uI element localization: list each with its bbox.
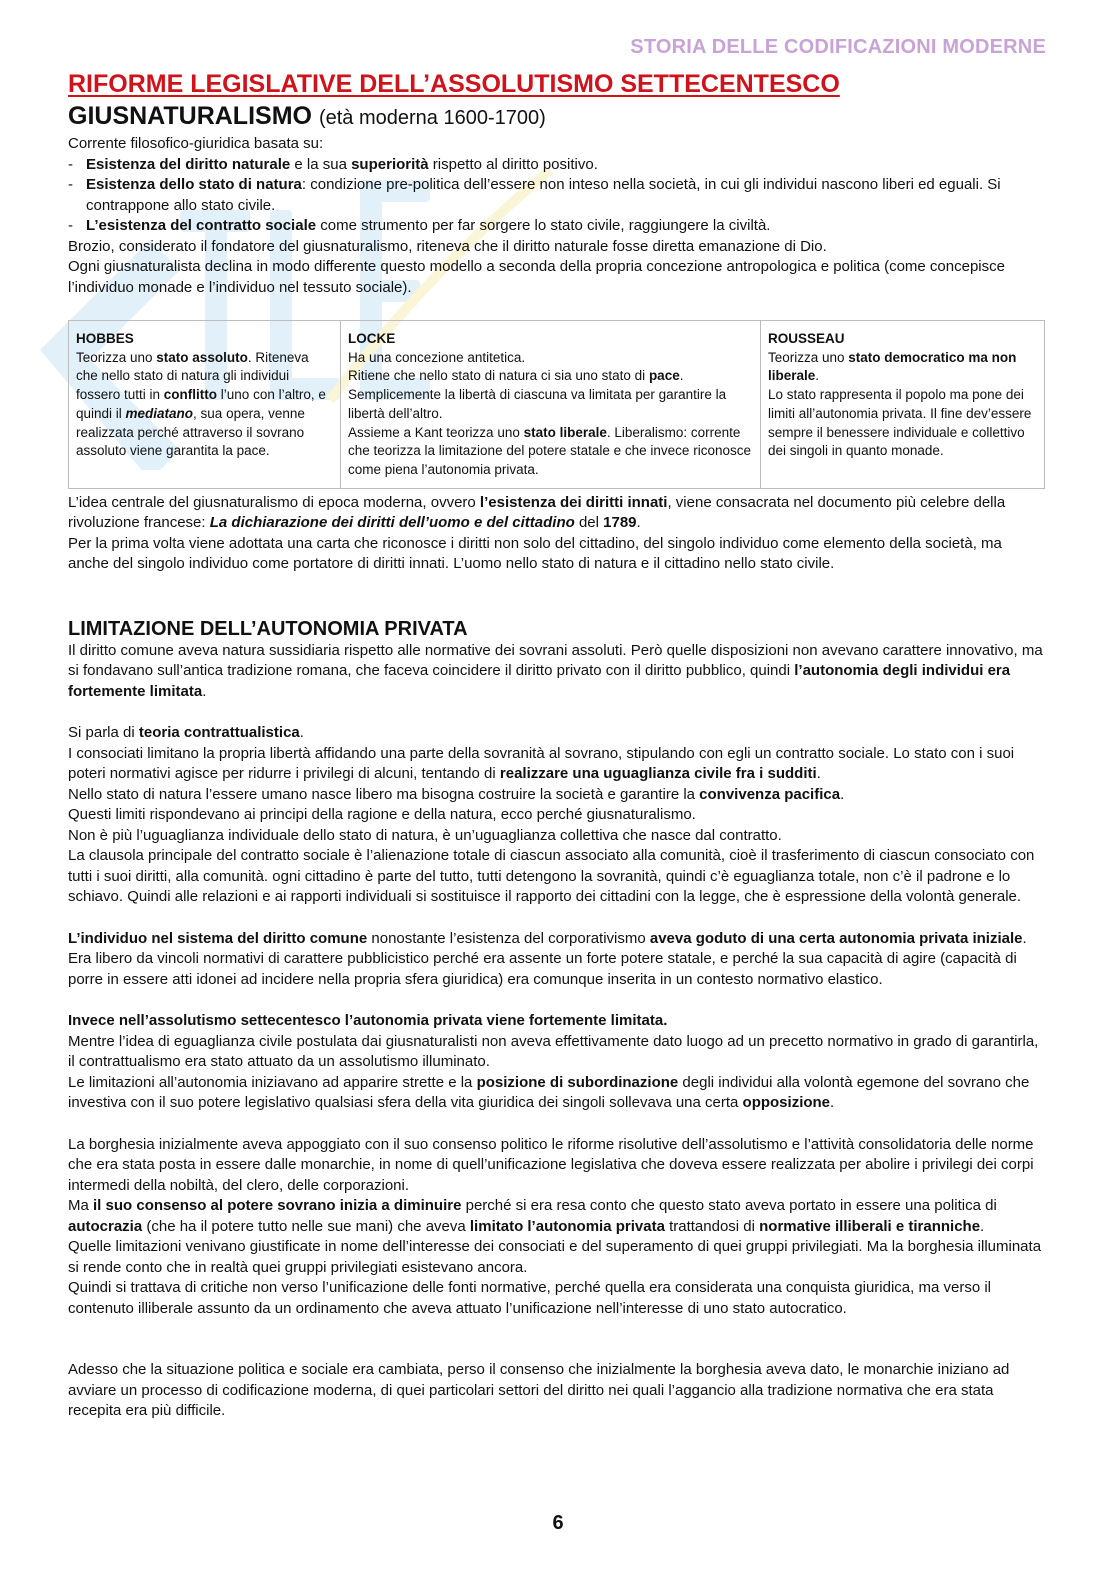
page-number: 6 bbox=[552, 1512, 564, 1534]
paragraph-idea: L’idea centrale del giusnaturalismo di epoca moderna, ovvero l’esistenza dei diritti innati, viene consacrata nel documento più celebre della rivoluzione francese: La dichiarazione dei diritti dell’uomo e del cittadino del 1789. bbox=[68, 493, 1006, 532]
paragraph: Si parla di teoria contrattualistica. bbox=[68, 724, 304, 742]
paragraph-brozio: Brozio, considerato il fondatore del giusnaturalismo, riteneva che il diritto naturale fosse diretta emanazione di Dio. bbox=[68, 237, 827, 255]
table-row bbox=[69, 321, 1045, 489]
paragraph: Le limitazioni all’autonomia iniziavano ad apparire strette e la posizione di subordinazione degli individui alla volontà egemone del sovrano che investiva con il suo potere legislativo qualsiasi sfera della vita giuridica dei singoli sollevava una certa opposizione. bbox=[68, 1073, 1030, 1112]
principles-list bbox=[68, 155, 1044, 237]
paragraph-prima-volta: Per la prima volta viene adottata una carta che riconosce i diritti non solo del cittadino, del singolo individuo come elemento della società, ma anche del singolo individuo come portatore di diritti innati. L’uomo nello stato di natura e il cittadino nello stato civile. bbox=[68, 534, 1002, 573]
cell-hobbes: HOBBES Teorizza uno stato assoluto. Riteneva che nello stato di natura gli individui fossero tutti in conflitto l’uno con l’altro, e quindi il mediatano, sua opera, venne realizzata perché attraverso il sovrano assoluto viene garantita la pace. bbox=[69, 321, 341, 489]
paragraph: La borghesia inizialmente aveva appoggiato con il suo consenso politico le riforme risolutive dell’assolutismo e l’attività consolidatoria delle norme che era stata posta in essere dalle monarchie, in nome di quell’unificazione legislativa che doveva essere realizzata per abolire i privilegi dei corpi intermedi della nobiltà, del clero, delle corporazioni. bbox=[68, 1135, 1034, 1194]
column-header-rousseau: ROUSSEAU bbox=[768, 331, 845, 346]
paragraph-giusnaturalista: Ogni giusnaturalista declina in modo differente questo modello a seconda della propria concezione antropologica e politica (come concepisce l’individuo monade e l’individuo nel tessuto sociale). bbox=[68, 258, 1005, 296]
course-header: STORIA DELLE CODIFICAZIONI MODERNE bbox=[630, 36, 1046, 58]
list-item: - L’esistenza del contratto sociale come strumento per far sorgere lo stato civile, raggiungere la civiltà. bbox=[68, 216, 1044, 237]
paragraph: I consociati limitano la propria libertà affidando una parte della sovranità al sovrano, stipulando con egli un contratto sociale. Lo stato con i suoi poteri normativi agisce per ridurre i privilegi di alcuni, tentando di realizzare una uguaglianza civile fra i sudditi. bbox=[68, 744, 1015, 783]
paragraph: Adesso che la situazione politica e sociale era cambiata, perso il consenso che inizialmente la borghesia aveva dato, le monarchie iniziano ad avviare un processo di codificazione moderna, di quei particolari settori del diritto nei quali l’aggancio alla tradizione normativa che era stata recepita era più difficile. bbox=[68, 1361, 1010, 1420]
paragraph: Il diritto comune aveva natura sussidiaria rispetto alle normative dei sovrani assoluti. Però quelle disposizioni non avevano carattere innovativo, ma si fondavano sull’antica tradizione romana, che faceva coincidere il diritto privato con il diritto pubblico, quindi l’autonomia degli individui era fortemente limitata. bbox=[68, 641, 1043, 700]
list-item: - Esistenza del diritto naturale e la sua superiorità rispetto al diritto positivo. bbox=[68, 155, 1044, 176]
subtitle-main: GIUSNATURALISMO bbox=[68, 102, 312, 130]
cell-locke: LOCKE Ha una concezione antitetica. Ritiene che nello stato di natura ci sia uno stato di pace. Semplicemente la libertà di ciascuna va limitata per garantire la libertà dell’altro. Assieme a Kant teorizza uno stato liberale. Liberalismo: corrente che teorizza la limitazione del potere statale e che invece riconosce come piena l’autonomia privata. bbox=[341, 321, 761, 489]
paragraph: L’individuo nel sistema del diritto comune nonostante l’esistenza del corporativismo aveva goduto di una certa autonomia privata iniziale. Era libero da vincoli normativi di carattere pubblicistico perché era assente un forte potere statale, e perché la sua capacità di agire (capacità di porre in essere atti idonei ad incidere nella propria sfera giuridica) era comunque inserita in un contesto normativo elastico. bbox=[68, 929, 1027, 988]
paragraph: Questi limiti rispondevano ai principi della ragione e della natura, ecco perché giusnaturalismo. bbox=[68, 806, 696, 824]
paragraph: Invece nell’assolutismo settecentesco l’autonomia privata viene fortemente limitata. bbox=[68, 1012, 668, 1030]
cell-rousseau: ROUSSEAU Teorizza uno stato democratico ma non liberale. Lo stato rappresenta il popolo ma pone dei limiti all’autonomia privata. Il fine dev’essere sempre il benessere individuale e collettivo dei singoli in quanto monade. bbox=[761, 321, 1045, 489]
paragraph: Nello stato di natura l’essere umano nasce libero ma bisogna costruire la società e garantire la convivenza pacifica. bbox=[68, 785, 845, 803]
section-heading-giusnaturalismo bbox=[68, 100, 1044, 134]
intro-text: Corrente filosofico-giuridica basata su: bbox=[68, 135, 324, 152]
paragraph: Ma il suo consenso al potere sovrano inizia a diminuire perché si era resa conto che questo stato aveva portato in essere una politica di autocrazia (che ha il potere tutto nelle sue mani) che aveva limitato l’autonomia privata trattandosi di normative illiberali e tiranniche. bbox=[68, 1197, 997, 1235]
page-title: RIFORME LEGISLATIVE DELL’ASSOLUTISMO SETTECENTESCO bbox=[68, 70, 840, 98]
column-header-locke: LOCKE bbox=[348, 331, 396, 346]
thinkers-table bbox=[68, 320, 1045, 489]
paragraph: Non è più l’uguaglianza individuale dello stato di natura, è un’uguaglianza collettiva che nasce dal contratto. bbox=[68, 826, 782, 844]
list-item: - Esistenza dello stato di natura: condizione pre-politica dell’essere non inteso nella società, in cui gli individui nascono liberi ed eguali. Si contrappone allo stato civile. bbox=[68, 175, 1044, 216]
paragraph: La clausola principale del contratto sociale è l’alienazione totale di ciascun associato alla comunità, cioè il trasferimento di ciascun consociato con tutti i suoi diritti, alla comunità. ogni cittadino è parte del tutto, tutti detengono la sovranità, quindi c’è eguaglianza totale, non c’è il padrone e lo schiavo. Quindi alle relazioni e ai rapporti individuali si sostituisce il rapporto dei cittadini con la legge, che è espressione della volontà generale. bbox=[68, 847, 1035, 906]
page-content bbox=[68, 68, 1044, 1422]
paragraph: Quindi si trattava di critiche non verso l’unificazione delle fonti normative, perché quella era considerata una conquista giuridica, ma verso il contenuto illiberale assunto da un ordinamento che aveva attuato l’unificazione nell’interesse di uno stato autocratico. bbox=[68, 1279, 991, 1317]
section-heading-limitazione: LIMITAZIONE DELL’AUTONOMIA PRIVATA bbox=[68, 617, 468, 640]
paragraph: Quelle limitazioni venivano giustificate in nome dell’interesse dei consociati e del superamento di quei gruppi privilegiati. Ma la borghesia illuminata si rende conto che in realtà quei gruppi privilegiati esistevano ancora. bbox=[68, 1238, 1042, 1276]
column-header-hobbes: HOBBES bbox=[76, 331, 134, 346]
subtitle-period: (età moderna 1600-1700) bbox=[318, 107, 546, 129]
paragraph: Mentre l’idea di eguaglianza civile postulata dai giusnaturalisti non aveva effettivamente dato luogo ad un precetto normativo in grado di garantirla, il contrattualismo era stato attuato da un assolutismo illuminato. bbox=[68, 1032, 1039, 1071]
